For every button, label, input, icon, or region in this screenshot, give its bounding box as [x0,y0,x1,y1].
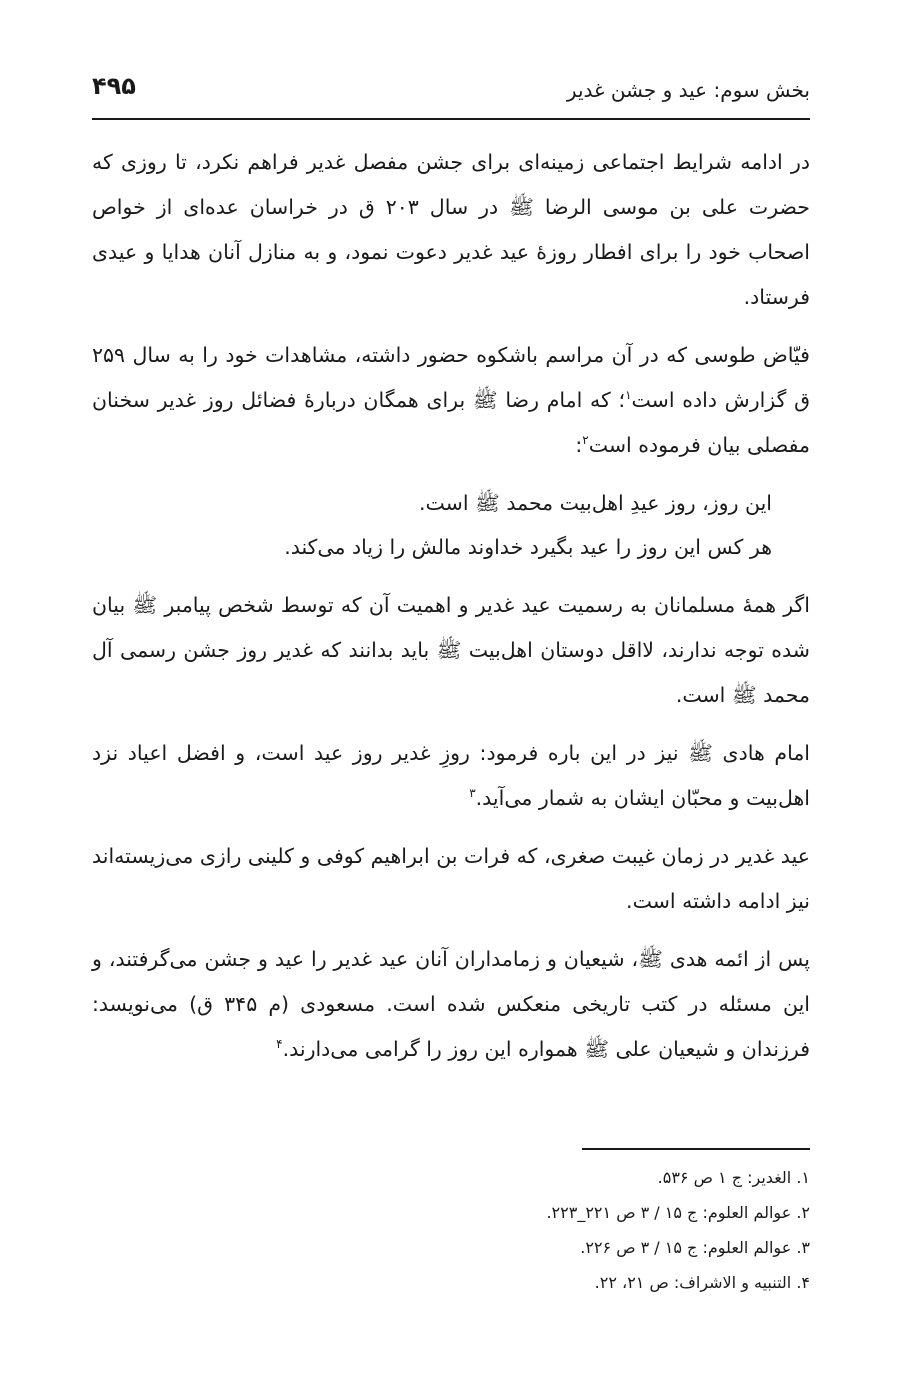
paragraph-text: اگر همهٔ مسلمانان به رسمیت عید غدیر و اهمیت آن که توسط شخص پیامبر ﷺ بیان شده توجه ندارند، لااقل دوستان اهل‌بیت ﷺ باید بدانند که غدیر روز جشن رسمی آل محمد ﷺ است. [92,593,810,707]
paragraph-text: ؛ که امام رضا ﷺ برای همگان دربارهٔ فضائل روز غدیر سخنان مفصلی بیان فرموده است [92,388,810,457]
footnote-ref: ۴ [276,1037,283,1052]
footnote: ۲. عوالم العلوم: ج ۱۵ / ۳ ص ۲۲۱_۲۲۳. [546,1203,810,1222]
footnote: ۱. الغدیر: ج ۱ ص ۵۳۶. [657,1168,810,1187]
paragraph-text: عید غدیر در زمان غیبت صغری، که فرات بن ابراهیم کوفی و کلینی رازی می‌زیسته‌اند نیز ادامه داشته است. [92,844,810,913]
quote-line: هر کس این روز را عید بگیرد خداوند مالش را زیاد می‌کند. [284,535,772,559]
paragraph [92,937,810,1072]
paragraph [92,333,810,468]
page-number: ۴۹۵ [92,72,136,100]
running-head: بخش سوم: عید و جشن غدیر [566,78,810,102]
footnote-ref: ۱ [625,388,632,403]
paragraph [92,834,810,924]
paragraph-text: فیّاض طوسی که در آن مراسم باشکوه حضور داشته، مشاهدات خود را به سال ۲۵۹ ق گزارش داده است [92,343,811,412]
footnotes [92,1160,810,1300]
paragraph [92,140,810,320]
footnote-ref: ۳ [469,786,476,801]
quote-line: این روز، روز عیدِ اهل‌بیت محمد ﷺ است. [419,491,772,515]
paragraph [92,583,810,718]
paragraph-text: در ادامه شرایط اجتماعی زمینه‌ای برای جشن مفصل غدیر فراهم نکرد، تا روزی که حضرت علی بن موسی الرضا ﷺ در سال ۲۰۳ ق در خراسان عده‌ای از خواص اصحاب خود را برای افطار روزهٔ عید غدیر دعوت نمود، و به منازل آنان هدایا و عیدی فرستاد. [92,150,810,309]
paragraph [92,731,810,821]
hadith-quote [92,481,772,569]
footnote: ۴. التنبیه و الاشراف: ص ۲۱، ۲۲. [594,1273,810,1292]
paragraph-text: پس از ائمه هدی ﷺ، شیعیان و زمامداران آنان عید غدیر را عید و جشن می‌گرفتند، و این مسئله در کتب تاریخی منعکس شده است. مسعودی (م ۳۴۵ ق) می‌نویسد: فرزندان و شیعیان علی ﷺ همواره این روز را گرامی می‌دارند. [92,947,810,1061]
page-header [92,68,810,114]
footnote-rule [582,1148,810,1150]
book-page [92,0,810,1390]
footnote: ۳. عوالم العلوم: ج ۱۵ / ۳ ص ۲۲۶. [580,1238,810,1257]
paragraph-text: امام هادی ﷺ نیز در این باره فرمود: روزِ غدیر روز عید است، و افضل اعیاد نزد اهل‌بیت و محبّان ایشان به شمار می‌آید. [92,741,810,810]
footnote-ref: ۲ [582,433,589,448]
header-rule [92,118,810,120]
paragraph-text: : [575,433,583,457]
body-text [92,140,810,1085]
